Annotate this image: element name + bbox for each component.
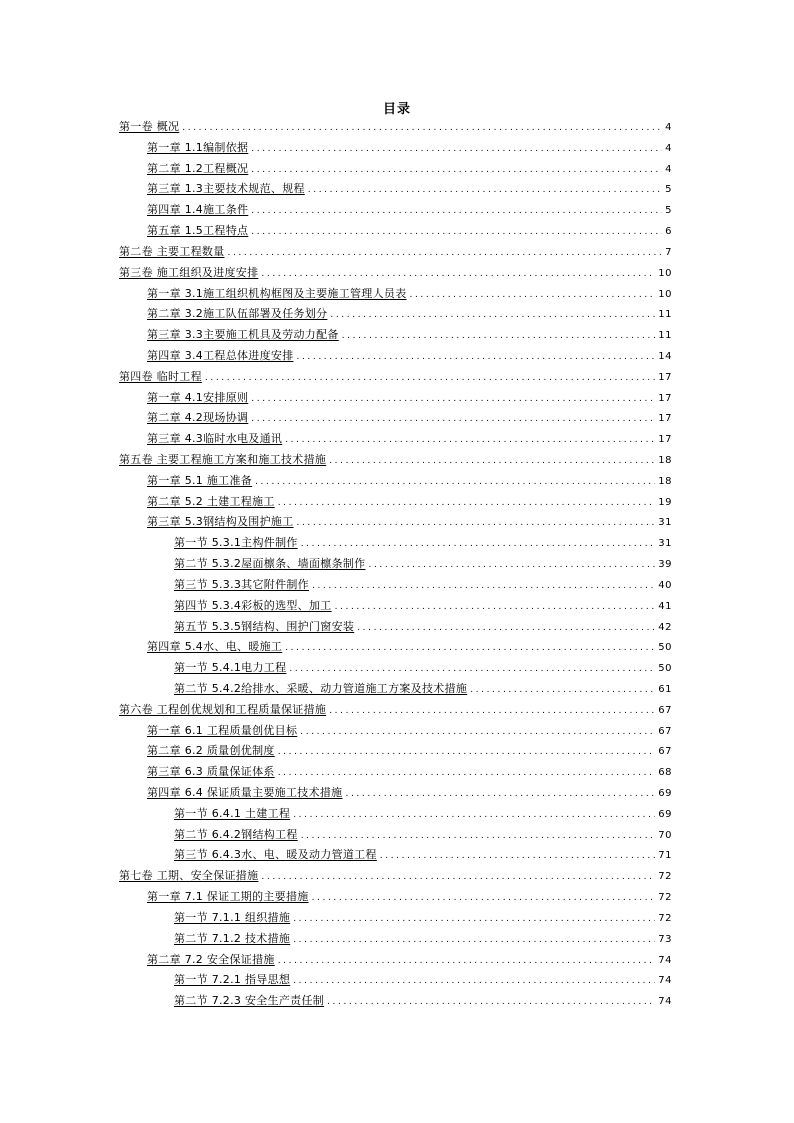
- toc-entry-label[interactable]: 第三卷 施工组织及进度安排: [119, 265, 259, 279]
- toc-entry-level-2[interactable]: [119, 179, 672, 200]
- toc-title: 目录: [382, 102, 411, 117]
- toc-dot-leader: [205, 368, 655, 389]
- toc-entry-level-2[interactable]: [119, 741, 672, 762]
- toc-entry-label[interactable]: 第四卷 临时工程: [119, 369, 202, 383]
- toc-entry-label[interactable]: 第一章 5.1 施工准备: [147, 473, 253, 487]
- toc-page-number: 72: [658, 871, 672, 883]
- toc-dot-leader: [251, 409, 655, 430]
- toc-dot-leader: [289, 659, 655, 680]
- toc-entry-level-3[interactable]: [119, 970, 672, 991]
- toc-entry-label[interactable]: 第二章 5.2 土建工程施工: [147, 494, 275, 508]
- toc-page-number: 50: [658, 663, 672, 675]
- toc-entry-label[interactable]: 第一章 1.1编制依据: [147, 140, 249, 154]
- toc-page-number: 67: [658, 704, 672, 716]
- toc-dot-leader: [251, 222, 662, 243]
- toc-entry-label[interactable]: 第二卷 主要工程数量: [119, 244, 225, 258]
- toc-dot-leader: [278, 493, 656, 514]
- toc-dot-leader: [329, 701, 655, 722]
- toc-entry-level-2[interactable]: [119, 637, 672, 658]
- toc-dot-leader: [293, 930, 655, 951]
- toc-page-number: 17: [658, 434, 672, 446]
- toc-dot-leader: [357, 618, 655, 639]
- toc-entry-label[interactable]: 第三章 3.3主要施工机具及劳动力配备: [147, 328, 339, 342]
- toc-entry-label[interactable]: 第一节 7.1.1 组织措施: [174, 910, 291, 924]
- toc-dot-leader: [293, 971, 655, 992]
- toc-entry-label[interactable]: 第一章 3.1施工组织机构框图及主要施工管理人员表: [147, 286, 407, 300]
- toc-entry-label[interactable]: 第二节 7.1.2 技术措施: [174, 931, 291, 945]
- table-of-contents: [119, 117, 672, 1012]
- toc-entry-level-3[interactable]: [119, 596, 672, 617]
- toc-entry-level-3[interactable]: [119, 575, 672, 596]
- toc-dot-leader: [251, 201, 662, 222]
- toc-page-number: 17: [658, 371, 672, 383]
- toc-dot-leader: [182, 118, 662, 139]
- toc-dot-leader: [410, 285, 656, 306]
- toc-dot-leader: [255, 472, 655, 493]
- toc-dot-leader: [300, 722, 655, 743]
- toc-entry-level-2[interactable]: [119, 887, 672, 908]
- toc-entry-level-3[interactable]: [119, 658, 672, 679]
- toc-entry-label[interactable]: 第一节 6.4.1 土建工程: [174, 806, 291, 820]
- toc-page-number: 74: [658, 996, 672, 1008]
- toc-entry-label[interactable]: 第五章 1.5工程特点: [147, 224, 249, 238]
- toc-entry-level-2[interactable]: [119, 950, 672, 971]
- toc-dot-leader: [251, 389, 655, 410]
- toc-page-number: 39: [658, 559, 672, 571]
- toc-dot-leader: [368, 555, 655, 576]
- toc-entry-level-2[interactable]: [119, 138, 672, 159]
- toc-entry-level-2[interactable]: [119, 429, 672, 450]
- toc-entry-level-3[interactable]: [119, 929, 672, 950]
- toc-dot-leader: [293, 805, 655, 826]
- toc-page-number: 50: [658, 642, 672, 654]
- toc-entry-label[interactable]: 第一章 7.1 保证工期的主要措施: [147, 890, 309, 904]
- toc-entry-label[interactable]: 第二章 3.2施工队伍部署及任务划分: [147, 307, 328, 321]
- toc-entry-label[interactable]: 第四节 5.3.4彩板的选型、加工: [174, 598, 332, 612]
- toc-entry-label[interactable]: 第六卷 工程创优规划和工程质量保证措施: [119, 702, 327, 716]
- toc-entry-level-2[interactable]: [119, 721, 672, 742]
- toc-dot-leader: [228, 243, 663, 264]
- toc-entry-label[interactable]: 第一节 5.4.1电力工程: [174, 661, 287, 675]
- toc-page-number: 69: [658, 808, 672, 820]
- toc-page-number: 18: [658, 455, 672, 466]
- toc-entry-level-3[interactable]: [119, 554, 672, 575]
- toc-page-number: 41: [658, 600, 672, 612]
- toc-page-number: 71: [658, 850, 672, 862]
- toc-page-number: 17: [658, 413, 672, 425]
- toc-entry-label[interactable]: 第一卷 概况: [119, 120, 180, 133]
- toc-entry-level-3[interactable]: [119, 617, 672, 638]
- toc-dot-leader: [261, 867, 655, 888]
- toc-dot-leader: [327, 992, 655, 1013]
- toc-page-number: 7: [665, 246, 672, 258]
- toc-entry-level-2[interactable]: [119, 346, 672, 367]
- toc-entry-level-1[interactable]: [119, 450, 672, 471]
- toc-page-number: 72: [658, 892, 672, 904]
- toc-entry-label[interactable]: 第一节 5.3.1主构件制作: [174, 536, 298, 550]
- toc-page-number: 19: [658, 496, 672, 508]
- toc-page-number: 31: [658, 538, 672, 550]
- toc-entry-label[interactable]: 第四章 3.4工程总体进度安排: [147, 348, 294, 362]
- toc-page-number: 11: [658, 330, 672, 342]
- toc-dot-leader: [308, 180, 662, 201]
- toc-entry-label[interactable]: 第二章 1.2工程概况: [147, 161, 249, 175]
- toc-entry-level-1[interactable]: [119, 866, 672, 887]
- toc-page-number: 40: [658, 579, 672, 591]
- toc-entry-level-2[interactable]: [119, 284, 672, 305]
- toc-dot-leader: [261, 264, 655, 285]
- toc-dot-leader: [380, 846, 655, 867]
- toc-entry-level-3[interactable]: [119, 825, 672, 846]
- toc-entry-label[interactable]: 第一章 6.1 工程质量创优目标: [147, 723, 298, 737]
- toc-entry-label[interactable]: 第二章 4.2现场协调: [147, 411, 249, 425]
- toc-entry-level-1[interactable]: [119, 367, 672, 388]
- toc-page-number: 4: [665, 163, 672, 175]
- toc-entry-level-1[interactable]: [119, 117, 672, 138]
- toc-page-number: 6: [665, 226, 672, 238]
- toc-entry-label[interactable]: 第三节 5.3.3其它附件制作: [174, 577, 309, 591]
- toc-dot-leader: [330, 305, 655, 326]
- toc-page-number: 18: [658, 475, 672, 487]
- toc-entry-level-2[interactable]: [119, 783, 672, 804]
- toc-dot-leader: [312, 888, 656, 909]
- toc-dot-leader: [285, 430, 655, 451]
- toc-entry-label[interactable]: 第三节 6.4.3水、电、暖及动力管道工程: [174, 848, 377, 862]
- toc-page-number: 4: [665, 142, 672, 154]
- toc-entry-level-1[interactable]: [119, 263, 672, 284]
- toc-page-number: 72: [658, 912, 672, 924]
- toc-entry-label[interactable]: 第二节 7.2.3 安全生产责任制: [174, 994, 325, 1008]
- toc-page-number: 42: [658, 621, 672, 633]
- toc-entry-label[interactable]: 第五节 5.3.5钢结构、围护门窗安装: [174, 619, 355, 633]
- toc-entry-label[interactable]: 第二节 6.4.2钢结构工程: [174, 827, 298, 841]
- toc-dot-leader: [329, 451, 655, 472]
- toc-entry-level-2[interactable]: [119, 388, 672, 409]
- toc-entry-label[interactable]: 第二节 5.3.2屋面檩条、墙面檩条制作: [174, 557, 366, 571]
- toc-entry-label[interactable]: 第四章 5.4水、电、暖施工: [147, 640, 283, 654]
- toc-dot-leader: [293, 909, 655, 930]
- toc-entry-level-3[interactable]: [119, 533, 672, 554]
- toc-entry-level-3[interactable]: [119, 845, 672, 866]
- toc-dot-leader: [312, 576, 655, 597]
- toc-entry-label[interactable]: 第二章 7.2 安全保证措施: [147, 952, 275, 966]
- toc-dot-leader: [301, 534, 656, 555]
- toc-entry-level-2[interactable]: [119, 512, 672, 533]
- toc-page-number: 67: [658, 746, 672, 758]
- toc-entry-label[interactable]: 第七卷 工期、安全保证措施: [119, 869, 259, 883]
- toc-page-number: 74: [658, 975, 672, 987]
- toc-entry-label[interactable]: 第三章 5.3钢结构及围护施工: [147, 515, 294, 529]
- toc-dot-leader: [335, 597, 656, 618]
- toc-page-number: 14: [658, 350, 672, 362]
- toc-page-number: 11: [658, 309, 672, 321]
- toc-entry-label[interactable]: 第五卷 主要工程施工方案和施工技术措施: [119, 453, 327, 466]
- toc-page-number: 70: [658, 829, 672, 841]
- toc-dot-leader: [251, 160, 662, 181]
- toc-dot-leader: [278, 742, 656, 763]
- toc-entry-label[interactable]: 第一章 4.1安排原则: [147, 390, 249, 404]
- toc-page-number: 69: [658, 788, 672, 799]
- toc-entry-label[interactable]: 第三章 1.3主要技术规范、规程: [147, 182, 305, 196]
- toc-page-number: 10: [658, 288, 672, 300]
- toc-entry-level-2[interactable]: [119, 408, 672, 429]
- toc-entry-level-1[interactable]: [119, 242, 672, 263]
- toc-dot-leader: [278, 763, 656, 784]
- toc-entry-level-2[interactable]: [119, 221, 672, 242]
- toc-entry-level-2[interactable]: [119, 762, 672, 783]
- toc-entry-label[interactable]: 第二章 6.2 质量创优制度: [147, 744, 275, 758]
- toc-page-number: 4: [665, 122, 672, 133]
- toc-page-number: 31: [658, 517, 672, 529]
- toc-entry-level-3[interactable]: [119, 804, 672, 825]
- toc-entry-label[interactable]: 第一节 7.2.1 指导思想: [174, 973, 291, 987]
- toc-page-number: 73: [658, 933, 672, 945]
- toc-entry-level-3[interactable]: [119, 679, 672, 700]
- toc-dot-leader: [285, 638, 655, 659]
- toc-dot-leader: [470, 680, 655, 701]
- toc-page-number: 68: [658, 767, 672, 779]
- toc-entry-label[interactable]: 第四章 1.4施工条件: [147, 203, 249, 217]
- toc-page-number: 5: [665, 205, 672, 217]
- toc-page-number: 10: [658, 267, 672, 279]
- toc-page-number: 5: [665, 184, 672, 196]
- toc-entry-label[interactable]: 第三章 6.3 质量保证体系: [147, 765, 275, 779]
- toc-entry-label[interactable]: 第四章 6.4 保证质量主要施工技术措施: [147, 786, 343, 799]
- toc-entry-level-2[interactable]: [119, 304, 672, 325]
- toc-dot-leader: [297, 513, 656, 534]
- toc-dot-leader: [278, 951, 656, 972]
- toc-entry-level-2[interactable]: [119, 492, 672, 513]
- toc-page-number: 67: [658, 725, 672, 737]
- toc-entry-level-2[interactable]: [119, 471, 672, 492]
- toc-entry-level-2[interactable]: [119, 200, 672, 221]
- toc-dot-leader: [346, 784, 656, 805]
- toc-entry-label[interactable]: 第二节 5.4.2给排水、采暖、动力管道施工方案及技术措施: [174, 681, 468, 695]
- toc-dot-leader: [301, 826, 656, 847]
- toc-page-number: 61: [658, 683, 672, 695]
- toc-entry-label[interactable]: 第三章 4.3临时水电及通讯: [147, 432, 283, 446]
- toc-dot-leader: [297, 347, 656, 368]
- toc-entry-level-1[interactable]: [119, 700, 672, 721]
- toc-page-number: 17: [658, 392, 672, 404]
- toc-dot-leader: [342, 326, 656, 347]
- toc-entry-level-3[interactable]: [119, 991, 672, 1012]
- toc-entry-level-3[interactable]: [119, 908, 672, 929]
- toc-page-number: 74: [658, 954, 672, 966]
- toc-entry-level-2[interactable]: [119, 325, 672, 346]
- toc-entry-level-2[interactable]: [119, 159, 672, 180]
- toc-dot-leader: [251, 139, 662, 160]
